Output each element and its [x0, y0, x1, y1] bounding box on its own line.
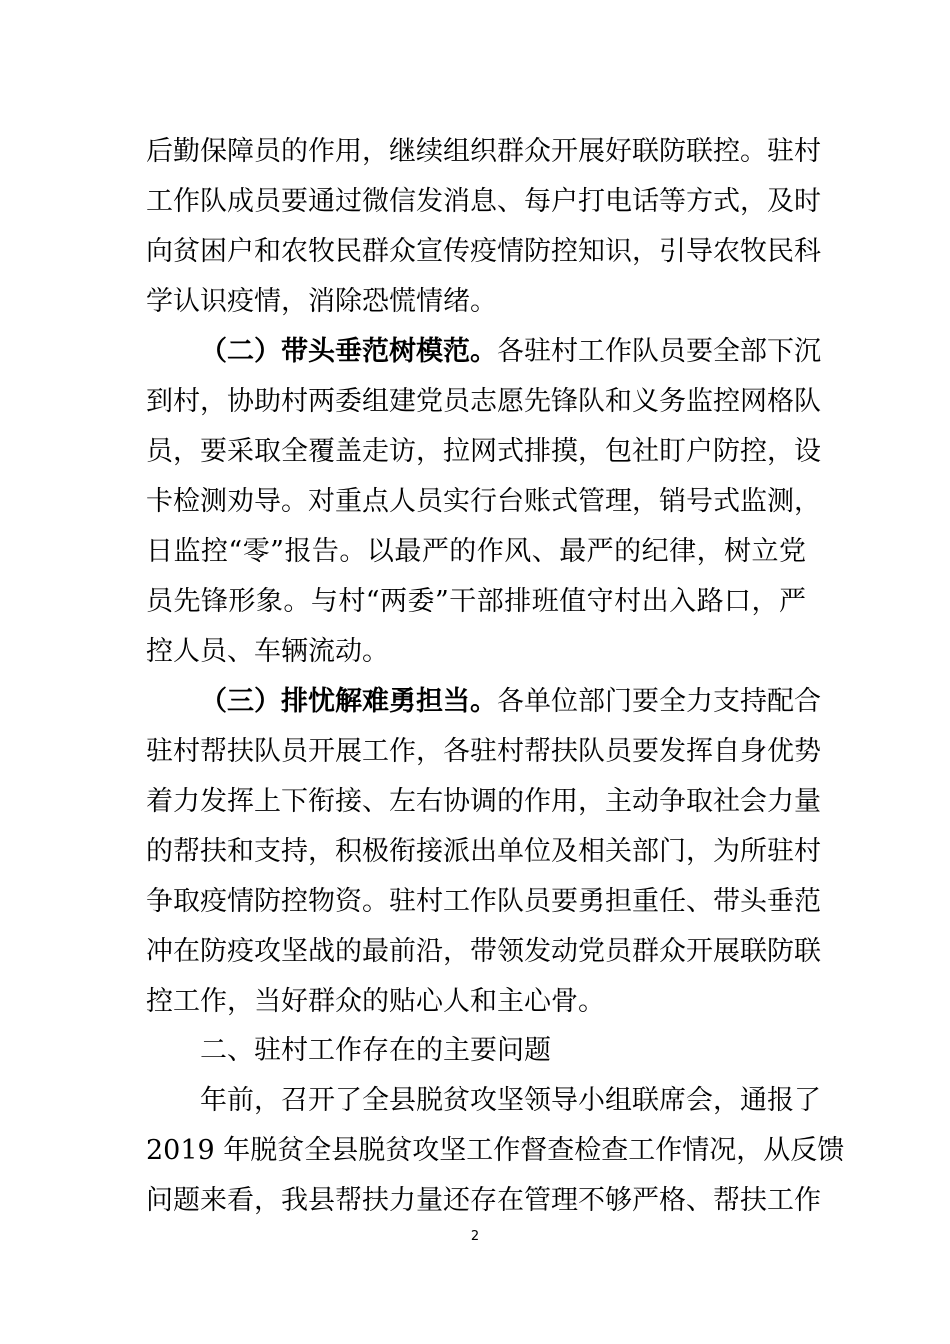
- subheading-2: （二）带头垂范树模范。: [200, 336, 497, 367]
- text-line: 冲在防疫攻坚战的最前沿，带领发动党员群众开展联防联: [146, 936, 821, 967]
- text-line: 控工作，当好群众的贴心人和主心骨。: [146, 986, 605, 1017]
- text-line: 控人员、车辆流动。: [146, 636, 389, 667]
- text-span: 各单位部门要全力支持配合: [497, 686, 821, 717]
- text-line: 争取疫情防控物资。驻村工作队员要勇担重任、带头垂范: [146, 886, 821, 917]
- text-line: 到村，协助村两委组建党员志愿先锋队和义务监控网格队: [146, 386, 821, 417]
- paragraph-first-line: [200, 684, 821, 720]
- text-line: 问题来看，我县帮扶力量还存在管理不够严格、帮扶工作: [146, 1185, 821, 1216]
- subheading-3: （三）排忧解难勇担当。: [200, 686, 497, 717]
- text-line: 卡检测劝导。对重点人员实行台账式管理，销号式监测，: [146, 486, 821, 517]
- text-line: 2019 年脱贫全县脱贫攻坚工作督查检查工作情况，从反馈: [146, 1135, 845, 1166]
- text-line: 的帮扶和支持，积极衔接派出单位及相关部门，为所驻村: [146, 836, 821, 867]
- text-span: 各驻村工作队员要全部下沉: [497, 336, 821, 367]
- text-line: 员先锋形象。与村“两委”干部排班值守村出入路口，严: [146, 586, 806, 617]
- section-heading: 二、驻村工作存在的主要问题: [200, 1035, 551, 1066]
- text-line: 日监控“零”报告。以最严的作风、最严的纪律，树立党: [146, 536, 806, 567]
- page-number: 2: [470, 1229, 480, 1244]
- text-line: 后勤保障员的作用，继续组织群众开展好联防联控。驻村: [146, 136, 821, 167]
- text-line: 驻村帮扶队员开展工作，各驻村帮扶队员要发挥自身优势: [146, 736, 821, 767]
- text-line: 学认识疫情，消除恐慌情绪。: [146, 286, 497, 317]
- text-line: 着力发挥上下衔接、左右协调的作用，主动争取社会力量: [146, 786, 821, 817]
- text-line: 向贫困户和农牧民群众宣传疫情防控知识，引导农牧民科: [146, 236, 821, 267]
- paragraph-first-line: [200, 334, 821, 370]
- paragraph-first-line: 年前，召开了全县脱贫攻坚领导小组联席会，通报了: [200, 1085, 821, 1116]
- text-line: 员，要采取全覆盖走访，拉网式排摸，包社盯户防控，设: [146, 436, 821, 467]
- text-line: 工作队成员要通过微信发消息、每户打电话等方式，及时: [146, 186, 821, 217]
